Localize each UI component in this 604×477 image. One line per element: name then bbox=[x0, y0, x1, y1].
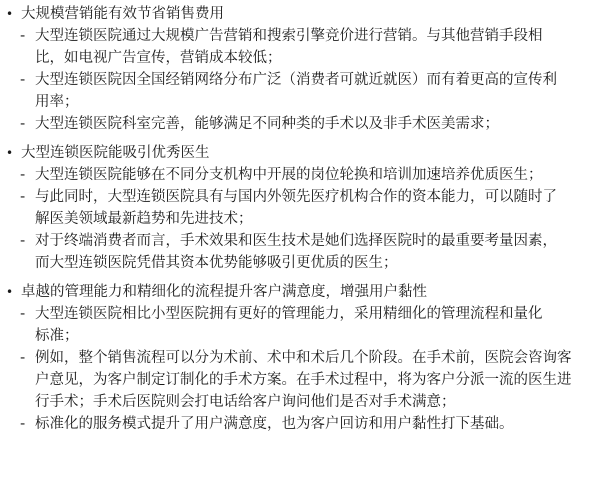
dash-icon: - bbox=[20, 167, 26, 183]
dash-icon: - bbox=[20, 189, 26, 205]
item-line: 与此同时，大型连锁医院具有与国内外领先医疗机构合作的资本能力，可以随时了 bbox=[35, 189, 557, 205]
dash-icon: - bbox=[20, 72, 26, 88]
item-line: 用率； bbox=[35, 94, 79, 110]
list-item bbox=[6, 69, 596, 113]
dash-icon: - bbox=[20, 306, 26, 322]
list-item bbox=[6, 25, 596, 69]
item-line: 大型连锁医院相比小型医院拥有更好的管理能力，采用精细化的管理流程和量化 bbox=[35, 306, 543, 322]
dash-icon: - bbox=[20, 28, 26, 44]
list-item bbox=[6, 303, 596, 347]
section-attract-doctors bbox=[6, 143, 596, 274]
item-line: 标准； bbox=[35, 328, 79, 344]
item-line: 大型连锁医院能够在不同分支机构中开展的岗位轮换和培训加速培养优质医生； bbox=[35, 167, 543, 183]
bullet-icon: • bbox=[6, 7, 14, 21]
bullet-icon: • bbox=[6, 285, 14, 299]
section-heading bbox=[6, 4, 596, 25]
section-heading bbox=[6, 143, 596, 164]
heading-text: 卓越的管理能力和精细化的流程提升客户满意度，增强用户黏性 bbox=[21, 284, 427, 300]
list-item bbox=[6, 164, 596, 186]
dash-icon: - bbox=[20, 350, 26, 366]
item-line: 解医美领域最新趋势和先进技术； bbox=[35, 211, 253, 227]
section-management bbox=[6, 282, 596, 435]
dash-icon: - bbox=[20, 233, 26, 249]
item-line: 例如，整个销售流程可以分为术前、术中和术后几个阶段。在手术前，医院会咨询客 bbox=[35, 350, 572, 366]
bullet-icon: • bbox=[6, 146, 14, 160]
list-item bbox=[6, 347, 596, 413]
item-line: 而大型连锁医院凭借其资本优势能够吸引更优质的医生； bbox=[35, 255, 398, 271]
item-line: 对于终端消费者而言，手术效果和医生技术是她们选择医院时的最重要考量因素， bbox=[35, 233, 557, 249]
heading-text: 大型连锁医院能吸引优秀医生 bbox=[21, 145, 210, 161]
item-line: 户意见，为客户制定订制化的手术方案。在手术过程中，将为客户分派一流的医生进 bbox=[35, 372, 572, 388]
item-line: 大型连锁医院因全国经销网络分布广泛（消费者可就近就医）而有着更高的宣传利 bbox=[35, 72, 557, 88]
list-item bbox=[6, 413, 596, 435]
item-line: 行手术；手术后医院则会打电话给客户询问他们是否对手术满意； bbox=[35, 394, 456, 410]
heading-text: 大规模营销能有效节省销售费用 bbox=[21, 6, 224, 22]
section-cost-savings bbox=[6, 4, 596, 135]
item-line: 大型连锁医院科室完善，能够满足不同种类的手术以及非手术医美需求； bbox=[35, 116, 499, 132]
dash-icon: - bbox=[20, 416, 26, 432]
list-item bbox=[6, 230, 596, 274]
section-heading bbox=[6, 282, 596, 303]
item-line: 大型连锁医院通过大规模广告营销和搜索引擎竞价进行营销。与其他营销手段相 bbox=[35, 28, 543, 44]
list-item bbox=[6, 186, 596, 230]
list-item bbox=[6, 113, 596, 135]
item-line: 比，如电视广告宣传，营销成本较低； bbox=[35, 50, 282, 66]
dash-icon: - bbox=[20, 116, 26, 132]
item-line: 标准化的服务模式提升了用户满意度，也为客户回访和用户黏性打下基础。 bbox=[35, 416, 514, 432]
